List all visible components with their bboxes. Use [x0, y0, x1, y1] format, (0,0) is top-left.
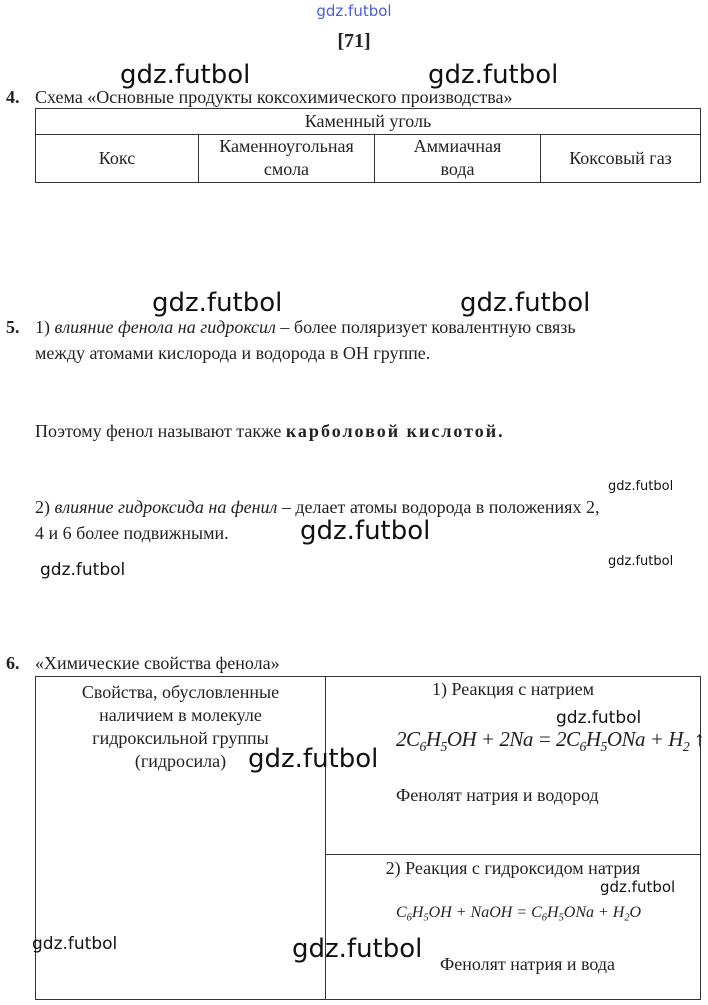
product-label-line: Аммиачная	[413, 136, 502, 156]
item-marker: 1)	[35, 317, 50, 337]
task5-paragraph2	[35, 418, 505, 444]
reaction2-products: Фенолят натрия и вода	[440, 954, 616, 974]
watermark-text: gdz.futbol	[608, 479, 674, 494]
properties-line: гидроксильной группы	[92, 728, 269, 748]
task4-number: 4.	[6, 87, 20, 107]
product-label: Кокс	[98, 147, 136, 168]
table-root-cell: Каменный уголь	[36, 109, 700, 135]
product-cell-tar	[198, 134, 374, 182]
watermark-text: gdz.futbol	[556, 708, 642, 728]
task6-number: 6.	[6, 653, 20, 673]
watermark-text: gdz.futbol	[608, 554, 674, 569]
bold-term: карболовой кислотой.	[285, 421, 505, 441]
task5-paragraph1	[35, 314, 701, 340]
text-run: – делает атомы водорода в положениях 2,	[277, 497, 600, 517]
watermark-text: gdz.futbol	[600, 878, 676, 896]
watermark-text: gdz.futbol	[40, 560, 126, 580]
task5-paragraph1-line2: между атомами кислорода и водорода в ОН группе.	[35, 343, 431, 363]
reaction1-title: 1) Реакция с натрием	[432, 679, 594, 699]
task5-number: 5.	[6, 317, 20, 337]
watermark-text: gdz.futbol	[152, 288, 283, 318]
product-label-line: вода	[440, 159, 475, 179]
properties-line: наличием в молекуле	[99, 705, 262, 725]
watermark-text: gdz.futbol	[428, 60, 559, 90]
product-cell-ammonia-water	[374, 134, 540, 182]
item-marker: 2)	[35, 497, 50, 517]
reaction1-products: Фенолят натрия и водород	[396, 785, 599, 805]
italic-phrase: влияние фенола на гидроксил	[54, 317, 276, 337]
reaction1-equation: $2C_6H_5OH + 2Na = 2C_6H_5ONa + H_2$ ↑	[396, 727, 704, 754]
properties-line: Свойства, обусловленные	[81, 682, 280, 702]
reaction2-title: 2) Реакция с гидроксидом натрия	[385, 858, 641, 878]
task6-title: «Химические свойства фенола»	[35, 653, 280, 673]
properties-line: (гидросила)	[134, 751, 227, 771]
product-label-line: смола	[263, 159, 310, 179]
product-cell-coke	[36, 134, 198, 182]
watermark-text: gdz.futbol	[300, 516, 431, 546]
watermark-text: gdz.futbol	[460, 288, 591, 318]
watermark-text: gdz.futbol	[120, 60, 251, 90]
page-number: [71]	[337, 30, 371, 52]
watermark-text: gdz.futbol	[248, 744, 379, 774]
italic-phrase: влияние гидроксида на фенил	[54, 497, 278, 517]
watermark-text: gdz.futbol	[32, 934, 118, 954]
watermark-text: gdz.futbol	[292, 934, 423, 964]
text-run: Поэтому фенол называют также	[35, 421, 286, 441]
product-label: Коксовый газ	[569, 147, 672, 168]
text-run: – более поляризует ковалентную связь	[275, 317, 576, 337]
product-label-line: Каменноугольная	[219, 136, 354, 156]
task5-paragraph3-line2: 4 и 6 более подвижными.	[35, 523, 229, 543]
product-cell-coke-gas	[540, 134, 700, 182]
site-name: gdz.futbol	[316, 2, 392, 20]
task4-title: Схема «Основные продукты коксохимического производства»	[35, 87, 513, 107]
reaction2-equation: $C_6H_5OH$ + NaOH = $C_6H_5ONa + H_2O$	[396, 904, 642, 924]
reactions-divider	[326, 854, 700, 855]
coke-products-table	[35, 108, 701, 183]
